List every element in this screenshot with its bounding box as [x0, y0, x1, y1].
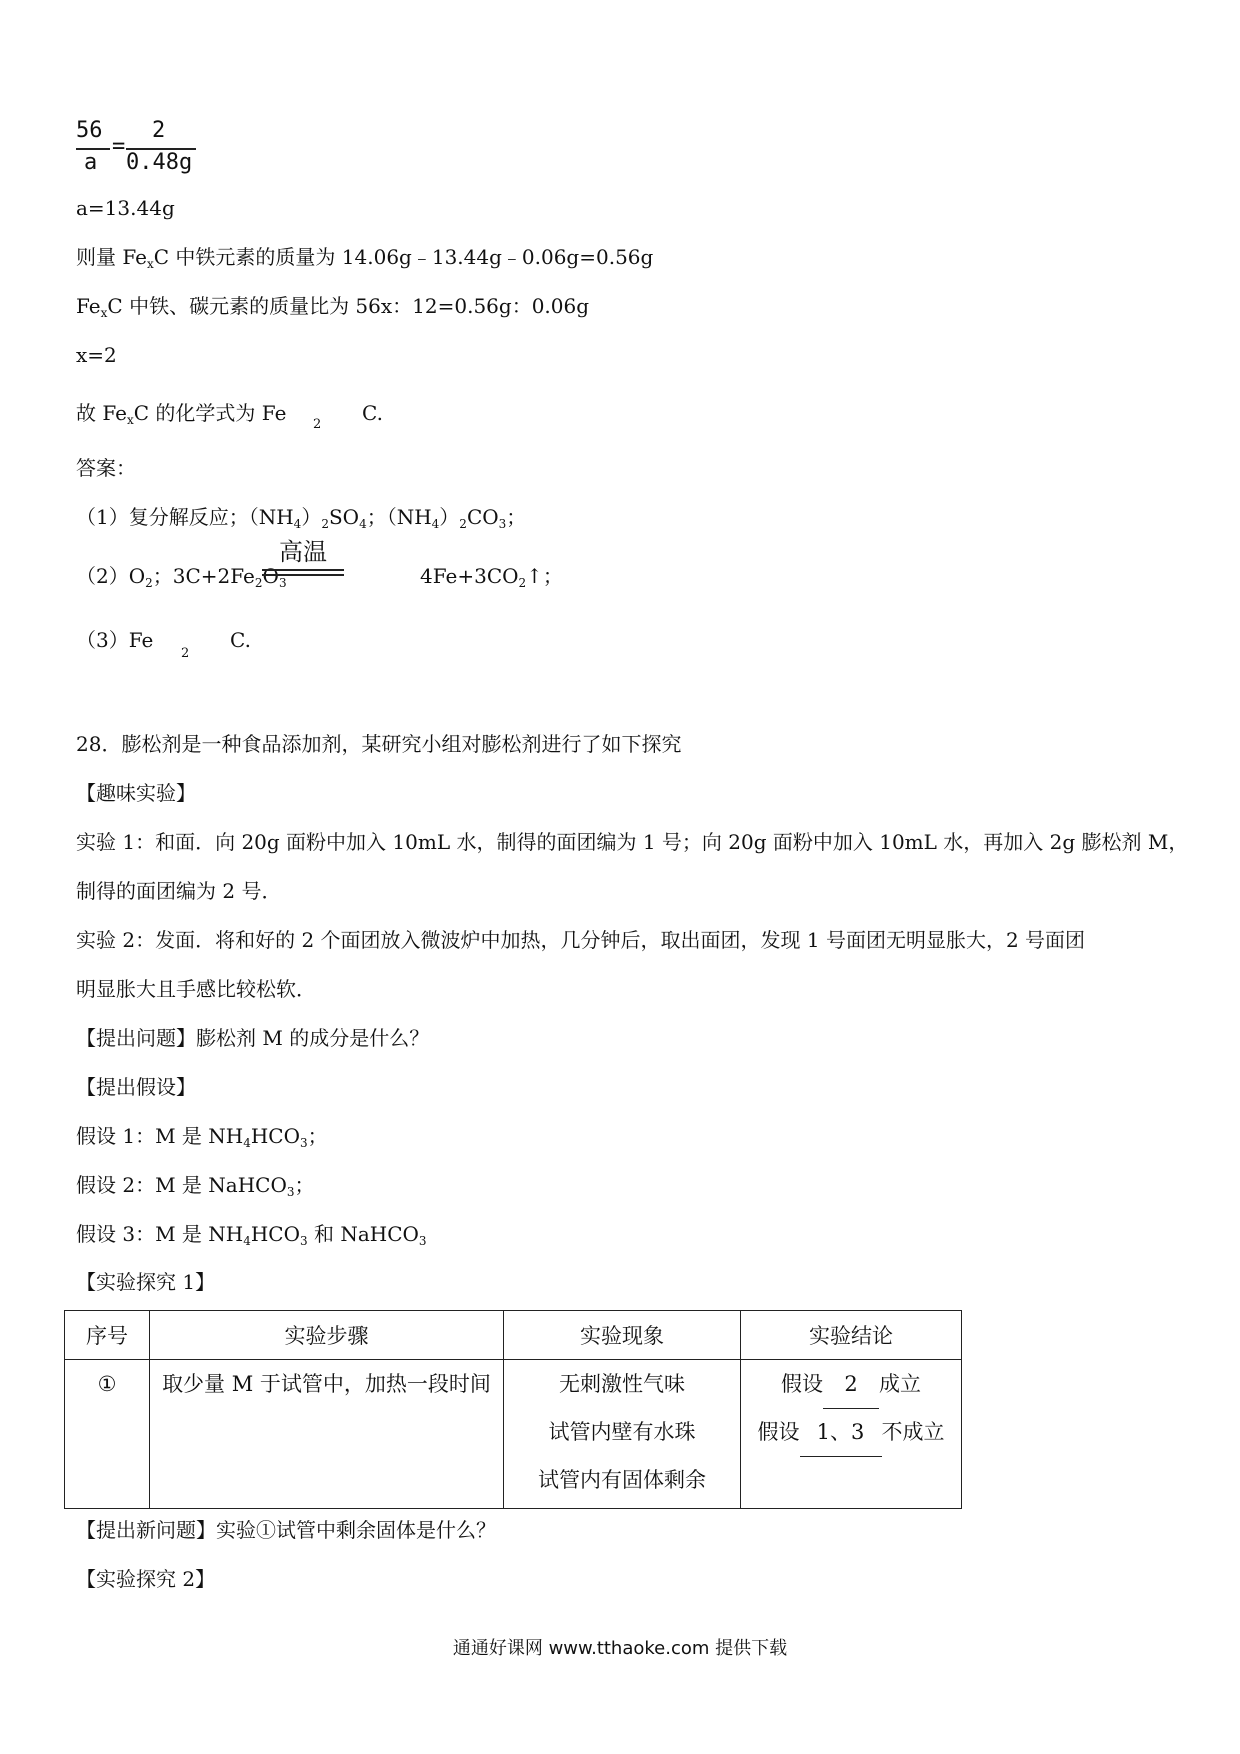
conclusion-2-prefix: 假设 [757, 1420, 800, 1444]
answer-2-prefix: $(2)O_2$；$3C+2Fe_2O_3$ [76, 564, 287, 590]
explore-1-heading: 【实验探究 1】 [76, 1270, 216, 1294]
fraction-right-denominator: 0.48g [126, 150, 193, 175]
reaction-equals-line-top [262, 569, 344, 571]
equals-sign: = [112, 134, 126, 159]
line-formula-conclusion [76, 399, 286, 434]
phenomenon-3: 试管内有固体剩余 [538, 1468, 706, 1492]
page-footer: 通通好课网 www.tthaoke.com 提供下载 [452, 1638, 788, 1659]
formula-suffix: C. [362, 401, 383, 425]
fraction-left-denominator: a [84, 150, 98, 175]
cell-index [65, 1360, 150, 1509]
explore-2-heading: 【实验探究 2】 [76, 1567, 216, 1591]
table-row [65, 1360, 962, 1509]
cell-index-text: ① [97, 1372, 117, 1396]
formula-prefix: 故 $Fe_xC$ 的化学式为 Fe [76, 401, 287, 427]
experiment-table [64, 1310, 962, 1509]
fun-experiment-heading: 【趣味实验】 [76, 781, 196, 805]
reaction-condition [262, 538, 344, 576]
experiment-2-line-1: 实验 2：发面．将和好的 2 个面团放入微波炉中加热，几分钟后，取出面团，发现 1 号面团无明显胀大，2 号面团 [76, 928, 1086, 952]
fraction-left-numerator: 56 [76, 118, 103, 143]
cell-step [150, 1360, 504, 1509]
line-x-value: x=2 [76, 343, 117, 367]
formula-subscript: 2 [313, 417, 322, 432]
col-header-index: 序号 [65, 1311, 150, 1360]
question-heading: 【提出问题】膨松剂 M 的成分是什么？ [76, 1026, 430, 1050]
hypothesis-2: 假设 2：M 是 NaHCO$_3$； [76, 1173, 315, 1199]
answer-3-suffix: C. [230, 628, 251, 652]
line-a-value: a=13.44g [76, 196, 175, 220]
conclusion-1 [753, 1360, 949, 1408]
answer-2-suffix: $4Fe+3CO_2↑$； [420, 564, 563, 590]
cell-phenomena [504, 1360, 741, 1509]
answer-3-prefix: （3）Fe [76, 628, 154, 652]
line-iron-mass: 则量 $Fe_xC$ 中铁元素的质量为 14.06g﹣13.44g﹣0.06g=0.56g [76, 245, 654, 271]
experiment-2-line-2: 明显胀大且手感比较松软． [76, 977, 316, 1001]
new-question-heading: 【提出新问题】实验①试管中剩余固体是什么？ [76, 1518, 496, 1542]
table-header-row [65, 1311, 962, 1360]
answer-1: （1）复分解反应；$(NH_4)_2SO_4$；$(NH_4)_2CO_3$； [76, 505, 527, 531]
hypothesis-heading: 【提出假设】 [76, 1075, 196, 1099]
reaction-equals-line-bottom [262, 574, 344, 576]
conclusion-1-blank: 2 [823, 1360, 879, 1409]
phenomenon-1: 无刺激性气味 [559, 1372, 685, 1396]
col-header-phenomena: 实验现象 [504, 1311, 741, 1360]
conclusion-2-blank: 1、3 [800, 1408, 882, 1457]
line-mass-ratio: $Fe_xC$ 中铁、碳元素的质量比为 56x：12=0.56g：0.06g [76, 294, 590, 320]
col-header-conclusion: 实验结论 [741, 1311, 962, 1360]
conclusion-2-suffix: 不成立 [881, 1420, 945, 1444]
experiment-1-line-2: 制得的面团编为 2 号． [76, 879, 282, 903]
conclusion-1-suffix: 成立 [879, 1372, 921, 1396]
col-header-steps: 实验步骤 [150, 1311, 504, 1360]
phenomenon-2: 试管内壁有水珠 [548, 1420, 696, 1444]
hypothesis-3: 假设 3：M 是 $NH_4HCO_3$ 和 NaHCO$_3$ [76, 1222, 427, 1248]
reaction-condition-label: 高温 [279, 538, 327, 566]
hypothesis-1: 假设 1：M 是 $NH_4HCO_3$； [76, 1124, 328, 1150]
experiment-1-line-1: 实验 1：和面．向 20g 面粉中加入 10mL 水，制得的面团编为 1 号；向 20g 面粉中加入 10mL 水，再加入 2g 膨松剂 M， [76, 830, 1189, 854]
answer-3-subscript: 2 [181, 646, 190, 661]
conclusion-1-prefix: 假设 [781, 1372, 823, 1396]
q28-title: 28．膨松剂是一种食品添加剂，某研究小组对膨松剂进行了如下探究 [76, 732, 682, 756]
conclusion-2 [753, 1408, 949, 1456]
cell-conclusion [741, 1360, 962, 1509]
cell-step-text: 取少量 M 于试管中，加热一段时间 [162, 1372, 491, 1396]
fraction-right-numerator: 2 [152, 118, 166, 143]
answers-heading: 答案： [76, 456, 136, 480]
